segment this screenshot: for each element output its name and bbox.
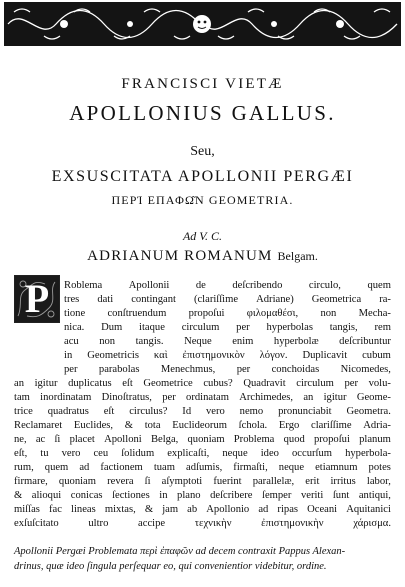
paragraph-line xyxy=(64,307,391,320)
word: quem xyxy=(44,462,69,473)
word: Adria- xyxy=(363,420,391,431)
dedication-recipient xyxy=(0,248,405,265)
word: mixtas, xyxy=(104,504,136,515)
word: explicaſti, xyxy=(167,448,210,459)
word: conicas xyxy=(70,490,103,501)
word: quod xyxy=(283,434,305,445)
word: Euclides, xyxy=(73,420,114,431)
word: circulus? xyxy=(129,406,168,417)
word: adſumis, xyxy=(186,462,223,473)
word: circulum xyxy=(181,322,220,333)
word: parabolas xyxy=(98,364,140,375)
word: καὶ xyxy=(153,350,168,361)
word: eſt xyxy=(122,378,133,389)
word: Dinoſtratus, xyxy=(101,392,152,403)
paragraph-line xyxy=(14,405,391,418)
word: placet xyxy=(69,434,95,445)
word: enim xyxy=(232,336,254,347)
word: & xyxy=(144,504,154,515)
decorative-headpiece xyxy=(4,2,401,46)
word: rem xyxy=(374,322,391,333)
word: firmaſti, xyxy=(233,462,268,473)
word: χάρισμα. xyxy=(353,518,391,529)
word: tione xyxy=(64,308,86,319)
paragraph-line xyxy=(14,447,391,460)
word: clariſſime xyxy=(311,420,352,431)
word: tu xyxy=(40,448,49,459)
word: tres xyxy=(64,294,80,305)
word: Geometrica xyxy=(311,294,362,305)
word: nica. xyxy=(64,322,85,333)
word: de xyxy=(195,280,206,291)
word: Ergo xyxy=(278,420,300,431)
paragraph-line xyxy=(14,419,391,432)
word: ne, xyxy=(14,434,27,445)
paragraph-line xyxy=(64,293,391,306)
book-title: APOLLONIUS GALLUS. xyxy=(69,101,336,125)
word: trice xyxy=(14,406,33,417)
word: cubus? xyxy=(203,378,233,389)
closing-note-line: Apollonii Pergæi Problemata περὶ ἐπαφῶν ad decem contraxit Pappus Alexan- xyxy=(14,546,346,557)
paragraph-line xyxy=(14,489,391,502)
word: per xyxy=(162,392,176,403)
word: ſchola. xyxy=(238,420,268,431)
paragraph-line xyxy=(14,475,391,488)
author-name: FRANCISCI VIETÆ xyxy=(121,76,284,92)
word: conchoidas xyxy=(271,364,320,375)
word: eſt, xyxy=(14,448,28,459)
word: plano xyxy=(177,490,201,501)
word: aſymptoti xyxy=(161,476,203,487)
subtitle: EXSUSCITATA APOLLONII PERGÆI xyxy=(51,168,354,185)
word: ripas xyxy=(277,504,299,515)
paragraph-line xyxy=(14,517,391,530)
word: ſunt xyxy=(332,490,350,501)
word: Dum xyxy=(101,322,123,333)
word: in xyxy=(159,490,168,501)
word: tuam xyxy=(153,462,175,473)
word: (clariſſime xyxy=(193,294,239,305)
word: λόγον. xyxy=(259,350,288,361)
word: non xyxy=(99,336,116,347)
paragraph-line xyxy=(14,503,391,516)
word: veriti xyxy=(300,490,324,501)
paragraph-line xyxy=(64,349,391,362)
word: ἐπιστημονικὴν xyxy=(261,518,324,529)
word: quoniam xyxy=(187,434,225,445)
word: Apolloni xyxy=(104,434,142,445)
word: ſi xyxy=(54,434,61,445)
word: ſectiones xyxy=(112,490,150,501)
word: dati xyxy=(97,294,114,305)
word: hyperbolas xyxy=(266,322,313,333)
word: ac xyxy=(35,434,46,445)
word: Roblema xyxy=(64,280,103,291)
word: labor, xyxy=(366,476,391,487)
closing-note-line: drinus, quæ ideo ſingula perſequar eo, qui convenientior videbitur, ordine. xyxy=(14,561,327,572)
word: tam xyxy=(14,392,30,403)
word: ad xyxy=(79,462,90,473)
paragraph-line xyxy=(14,377,391,390)
word: deſcribere xyxy=(210,490,253,501)
word: non xyxy=(320,308,337,319)
dedication-place: Belgam. xyxy=(277,249,318,263)
word: rum, xyxy=(14,462,34,473)
word: firmare, xyxy=(14,476,48,487)
word: Apollonio xyxy=(206,504,250,515)
paragraph-line xyxy=(64,321,391,334)
word: irritus xyxy=(330,476,356,487)
word: propoſui xyxy=(313,434,350,445)
word: revera xyxy=(107,476,134,487)
initial-letter: P xyxy=(24,276,50,321)
word: eſt xyxy=(103,406,115,417)
word: ad xyxy=(258,504,269,515)
paragraph-line xyxy=(14,461,391,474)
word: lineas xyxy=(71,504,96,515)
word: Id xyxy=(182,406,192,417)
word: etiamnum xyxy=(315,462,358,473)
word: contingant xyxy=(131,294,176,305)
title-conjunction: Seu, xyxy=(190,144,215,159)
word: Reclamaret xyxy=(14,420,63,431)
word: tangis. xyxy=(135,336,164,347)
word: Geometra. xyxy=(346,406,391,417)
word: Neque xyxy=(184,336,212,347)
word: circulum xyxy=(296,378,334,389)
word: volu- xyxy=(368,378,391,389)
word: accipe xyxy=(138,518,166,529)
word: τεχνικὴν xyxy=(194,518,232,529)
word: Geometricis xyxy=(87,350,139,361)
word: vero xyxy=(61,448,81,459)
word: hyperbolæ xyxy=(273,336,319,347)
word: circulo, xyxy=(308,280,341,291)
paragraph-line xyxy=(14,433,391,446)
word: Aquitanici xyxy=(346,504,391,515)
word: Mecha- xyxy=(358,308,391,319)
word: propoſui xyxy=(188,308,225,319)
word: antiqui, xyxy=(358,490,391,501)
word: vero xyxy=(205,406,225,417)
dedication-name: ADRIANUM ROMANUM xyxy=(87,248,273,264)
paragraph-line xyxy=(14,391,391,404)
word: per xyxy=(344,378,358,389)
word: Quadravit xyxy=(243,378,286,389)
word: ultro xyxy=(88,518,109,529)
word: Adriane) xyxy=(256,294,294,305)
word: per xyxy=(236,364,251,375)
word: planum xyxy=(359,434,391,445)
word: occurſum xyxy=(292,448,333,459)
paragraph-line xyxy=(64,279,391,292)
word: φιλομαθέσι, xyxy=(246,308,299,319)
word: alioqui xyxy=(31,490,62,501)
word: ideo xyxy=(260,448,279,459)
word: Euclideorum xyxy=(172,420,227,431)
word: jam xyxy=(162,504,179,515)
decorated-initial xyxy=(14,275,60,323)
word: Duplicavit xyxy=(302,350,348,361)
word: inordinatam xyxy=(40,392,92,403)
word: Menechmus, xyxy=(160,364,216,375)
word: erit xyxy=(305,476,320,487)
word: igitur xyxy=(323,392,347,403)
word: Geome- xyxy=(356,392,391,403)
word: tota xyxy=(144,420,161,431)
word: miſſas xyxy=(14,504,40,515)
word: fac xyxy=(49,504,62,515)
word: cubum xyxy=(362,350,391,361)
word: igitur xyxy=(34,378,58,389)
subtitle-greek: ΠΕΡΊ ΕΠΑΦΩ͂Ν GEOMETRIA. xyxy=(111,193,294,207)
word: in xyxy=(64,350,73,361)
word: an xyxy=(14,378,24,389)
word: ſemper xyxy=(262,490,292,501)
word: & xyxy=(14,490,23,501)
word: potes xyxy=(368,462,391,473)
word: itaque xyxy=(139,322,165,333)
word: per xyxy=(64,364,78,375)
word: hyperbola- xyxy=(345,448,391,459)
word: ſi xyxy=(144,476,151,487)
word: ra- xyxy=(379,294,391,305)
word: ab xyxy=(187,504,198,515)
word: quem xyxy=(367,280,391,291)
word: conſtruendum xyxy=(107,308,167,319)
word: parallelæ, xyxy=(252,476,295,487)
word: Belga, xyxy=(150,434,179,445)
word: ſolidum xyxy=(121,448,155,459)
word: Geometrice xyxy=(143,378,193,389)
word: neque xyxy=(278,462,305,473)
word: Problema xyxy=(233,434,275,445)
word: neque xyxy=(222,448,248,459)
word: ceu xyxy=(93,448,109,459)
word: deſcribendo xyxy=(232,280,283,291)
word: Oceani xyxy=(307,504,338,515)
word: nemo xyxy=(239,406,264,417)
word: acu xyxy=(64,336,79,347)
paragraph-line xyxy=(64,363,391,376)
word: Archimedes, xyxy=(239,392,294,403)
word: per xyxy=(236,322,250,333)
word: ordinatam xyxy=(186,392,229,403)
word: ἐπιστημονικὸν xyxy=(182,350,245,361)
word: fuerint xyxy=(213,476,242,487)
word: deſcribuntur xyxy=(339,336,391,347)
dedication-to: Ad V. C. xyxy=(182,229,223,243)
word: factionem xyxy=(100,462,143,473)
word: quadratus xyxy=(47,406,89,417)
word: pronunciabit xyxy=(278,406,332,417)
word: quoniam xyxy=(58,476,96,487)
word: an xyxy=(303,392,314,403)
word: tangis, xyxy=(329,322,358,333)
word: duplicatus xyxy=(68,378,112,389)
word: & xyxy=(124,420,133,431)
word: Nicomedes, xyxy=(340,364,391,375)
word: exſuſcitato xyxy=(14,518,59,529)
word: Apollonii xyxy=(128,280,170,291)
paragraph-line xyxy=(64,335,391,348)
